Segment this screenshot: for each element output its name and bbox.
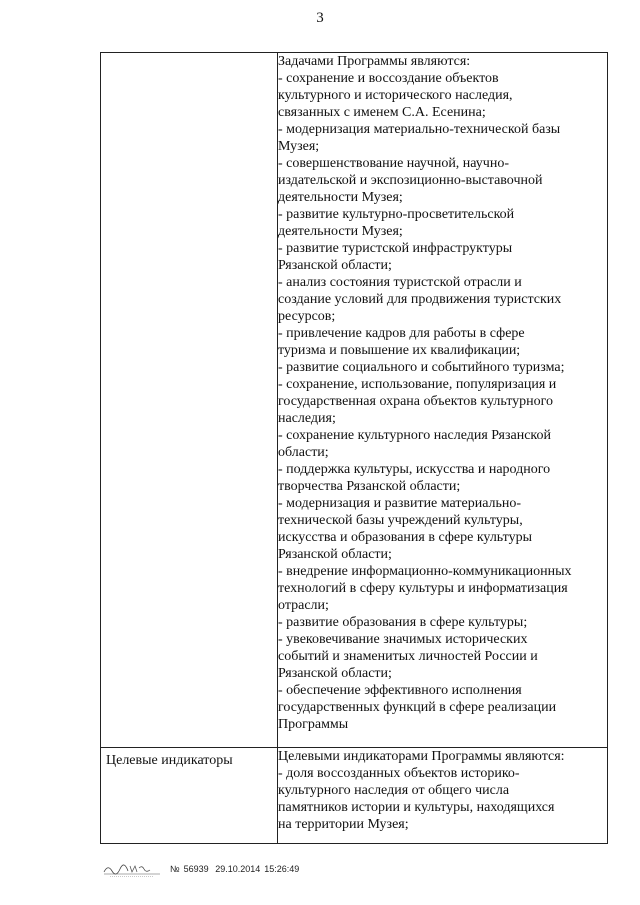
text-line: связанных с именем С.А. Есенина; — [278, 105, 486, 120]
text-line: - совершенствование научной, научно- — [278, 156, 509, 171]
row-label-cell — [101, 53, 278, 748]
row-content-cell — [278, 748, 608, 844]
registration-date: 29.10.2014 — [215, 864, 261, 874]
text-line: издательской и экспозиционно-выставочной — [278, 173, 543, 188]
page-number: 3 — [316, 10, 324, 26]
table-row — [101, 748, 608, 844]
text-line: деятельности Музея; — [278, 190, 403, 205]
registration-time: 15:26:49 — [264, 864, 300, 874]
text-line: Рязанской области; — [278, 258, 392, 273]
text-line: Музея; — [278, 139, 320, 154]
text-line: - доля воссозданных объектов историко- — [278, 766, 520, 781]
text-line: событий и знаменитых личностей России и — [278, 649, 538, 664]
document-number: 56939 — [183, 864, 209, 874]
text-line: деятельности Музея; — [278, 224, 403, 239]
text-line: Программы — [278, 717, 349, 732]
registration-info — [170, 864, 303, 874]
text-line: - модернизация и развитие материально- — [278, 496, 522, 511]
text-line: - внедрение информационно-коммуникационных — [278, 564, 572, 579]
text-line: - развитие социального и событийного туризма; — [278, 360, 565, 375]
text-line: - развитие туристской инфраструктуры — [278, 241, 513, 256]
table-row — [101, 53, 608, 748]
text-line: создание условий для продвижения туристских — [278, 292, 562, 307]
text-line: культурного наследия от общего числа — [278, 783, 510, 798]
text-line: искусства и образования в сфере культуры — [278, 530, 532, 545]
text-line: - модернизация материально-технической базы — [278, 122, 561, 137]
text-line: ресурсов; — [278, 309, 336, 324]
text-line: - сохранение, использование, популяризация и — [278, 377, 557, 392]
row-content-cell — [278, 53, 608, 748]
text-line: - сохранение и воссоздание объектов — [278, 71, 499, 86]
text-line: Задачами Программы являются: — [278, 54, 471, 69]
text-line: - увековечивание значимых исторических — [278, 632, 528, 647]
text-line: культурного и исторического наследия, — [278, 88, 513, 103]
text-line: государственных функций в сфере реализации — [278, 700, 557, 715]
text-line: - сохранение культурного наследия Рязанской — [278, 428, 552, 443]
text-line: Рязанской области; — [278, 547, 392, 562]
text-line: памятников истории и культуры, находящихся — [278, 800, 555, 815]
indicators-list — [278, 748, 607, 833]
text-line: - анализ состояния туристской отрасли и — [278, 275, 522, 290]
text-line: технической базы учреждений культуры, — [278, 513, 523, 528]
number-sign: № — [170, 864, 180, 874]
text-line: - развитие культурно-просветительской — [278, 207, 515, 222]
program-passport-table — [100, 52, 608, 844]
text-line: на территории Музея; — [278, 817, 409, 832]
text-line: творчества Рязанской области; — [278, 479, 461, 494]
row-label — [101, 53, 277, 57]
registration-stamp-icon — [102, 860, 162, 878]
document-footer — [102, 860, 303, 878]
text-line: - развитие образования в сфере культуры; — [278, 615, 528, 630]
row-label-cell — [101, 748, 278, 844]
text-line: туризма и повышение их квалификации; — [278, 343, 521, 358]
text-line: Целевыми индикаторами Программы являются: — [278, 749, 565, 764]
text-line: - обеспечение эффективного исполнения — [278, 683, 522, 698]
text-line: наследия; — [278, 411, 336, 426]
text-line: технологий в сферу культуры и информатизация — [278, 581, 568, 596]
text-line: отрасли; — [278, 598, 329, 613]
text-line: государственная охрана объектов культурного — [278, 394, 554, 409]
text-line: области; — [278, 445, 329, 460]
text-line: - поддержка культуры, искусства и народного — [278, 462, 551, 477]
text-line: - привлечение кадров для работы в сфере — [278, 326, 525, 341]
tasks-list — [278, 53, 607, 733]
row-label: Целевые индикаторы — [106, 753, 233, 768]
text-line: Рязанской области; — [278, 666, 392, 681]
